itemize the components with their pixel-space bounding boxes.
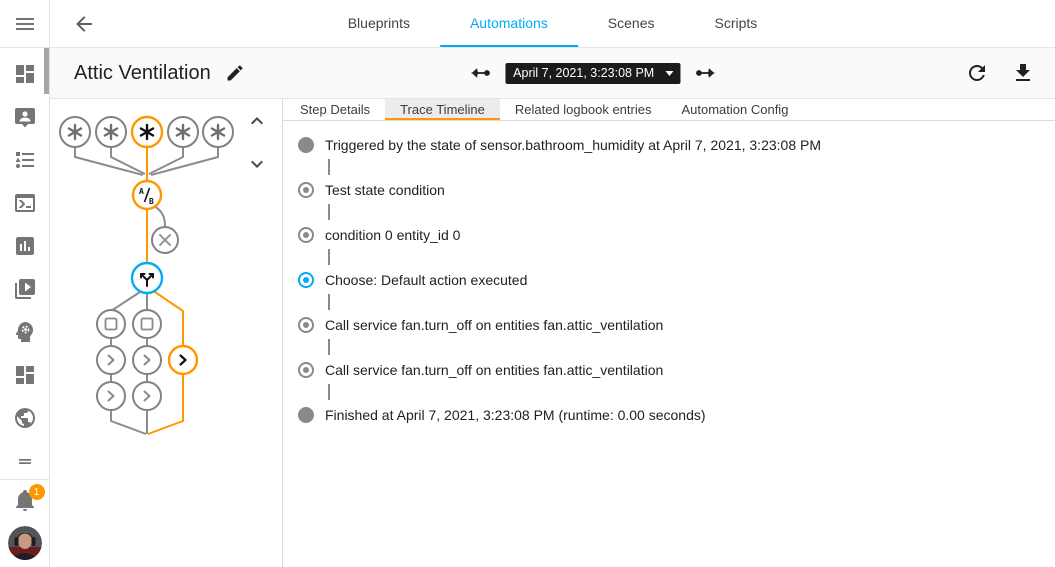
refresh-icon[interactable] <box>965 61 989 85</box>
timeline-connector <box>328 294 330 310</box>
drag-handle-icon[interactable] <box>13 449 37 473</box>
graph-node-option2-action2[interactable] <box>133 382 161 410</box>
notification-badge: 1 <box>29 484 45 500</box>
graph-node-option1-action2[interactable] <box>97 382 125 410</box>
sidebar-divider <box>0 479 49 480</box>
run-picker <box>467 61 718 85</box>
edit-pencil-icon[interactable] <box>225 63 245 83</box>
tab-label: Step Details <box>300 102 371 117</box>
timeline-connector <box>328 159 330 175</box>
tab-label: Scenes <box>607 14 655 31</box>
entry-text: Call service fan.turn_off on entities fan.attic_ventilation <box>325 317 664 333</box>
trace-header <box>50 48 1055 99</box>
top-navigation-bar <box>50 0 1055 48</box>
tab-label: Related logbook entries <box>514 102 652 117</box>
entry-text: Test state condition <box>325 182 445 198</box>
graph-node-option1-action[interactable] <box>97 346 125 374</box>
dashboard-2-icon[interactable] <box>13 363 37 387</box>
timeline-entry <box>298 181 1045 199</box>
sidebar-scrollbar-thumb[interactable] <box>44 48 49 94</box>
entry-text: Finished at April 7, 2021, 3:23:08 PM (runtime: 0.00 seconds) <box>325 407 706 423</box>
globe-icon[interactable] <box>13 406 37 430</box>
timeline-connector <box>328 249 330 265</box>
entry-text: Choose: Default action executed <box>325 272 528 288</box>
tab-scripts[interactable] <box>685 0 788 47</box>
graph-node-condition-ab[interactable] <box>133 181 161 209</box>
graph-node-option2-condition[interactable] <box>133 310 161 338</box>
tab-trace-timeline[interactable] <box>385 99 500 120</box>
step-dot-icon <box>298 317 314 333</box>
tab-blueprints[interactable] <box>318 0 440 47</box>
entry-text: condition 0 entity_id 0 <box>325 227 461 243</box>
trace-tab-bar <box>283 99 1055 121</box>
graph-node-default-action-active[interactable] <box>169 346 197 374</box>
previous-run-arrow-icon[interactable] <box>467 61 491 85</box>
chevron-down-icon <box>665 71 673 76</box>
step-dot-icon <box>298 227 314 243</box>
history-chart-icon[interactable] <box>13 234 37 258</box>
hamburger-menu-icon[interactable] <box>13 12 37 36</box>
header-actions <box>965 61 1055 85</box>
logbook-list-icon[interactable] <box>13 148 37 172</box>
people-icon[interactable] <box>13 105 37 129</box>
timeline-entry <box>298 226 1045 244</box>
graph-node-trigger-3-active[interactable] <box>132 117 162 147</box>
svg-text:A: A <box>139 187 144 196</box>
main-nav-tabs <box>318 0 788 47</box>
tab-automations[interactable] <box>440 0 578 47</box>
timeline-entry <box>298 136 1045 154</box>
trace-timeline-panel <box>283 99 1055 567</box>
tab-label: Trace Timeline <box>400 102 485 117</box>
run-select-dropdown[interactable] <box>505 63 680 84</box>
tab-related-logbook-entries[interactable] <box>500 99 667 120</box>
graph-node-trigger-1[interactable] <box>60 117 90 147</box>
step-dot-icon <box>298 362 314 378</box>
back-arrow-icon[interactable] <box>72 12 96 36</box>
download-icon[interactable] <box>1011 61 1035 85</box>
graph-scroll-up-chevron-icon[interactable] <box>245 109 269 133</box>
timeline-entry <box>298 316 1045 334</box>
notifications-bell-icon[interactable] <box>13 486 40 512</box>
graph-node-trigger-5[interactable] <box>203 117 233 147</box>
graph-node-trigger-4[interactable] <box>168 117 198 147</box>
tab-automation-config[interactable] <box>666 99 803 120</box>
tab-label: Scripts <box>714 14 758 31</box>
timeline-connector <box>328 339 330 355</box>
tab-label: Automation Config <box>681 102 789 117</box>
timeline-connector <box>328 204 330 220</box>
tab-step-details[interactable] <box>285 99 385 120</box>
trigger-dot-icon <box>298 137 314 153</box>
run-select-value: April 7, 2021, 3:23:08 PM <box>513 65 655 80</box>
finished-dot-icon <box>298 407 314 423</box>
tab-label: Automations <box>469 14 548 31</box>
graph-node-choose-active[interactable] <box>132 263 162 293</box>
timeline-entry <box>298 361 1045 379</box>
entry-text: Call service fan.turn_off on entities fan.attic_ventilation <box>325 362 664 378</box>
head-cog-icon[interactable] <box>13 320 37 344</box>
step-dot-icon <box>298 182 314 198</box>
graph-node-condition-fail-x[interactable] <box>152 227 178 253</box>
entry-text: Triggered by the state of sensor.bathroom_humidity at April 7, 2021, 3:23:08 PM <box>325 137 821 153</box>
next-run-arrow-icon[interactable] <box>694 61 718 85</box>
automation-graph-panel <box>50 99 283 567</box>
sidebar <box>0 0 50 567</box>
dashboard-icon[interactable] <box>13 62 37 86</box>
user-avatar[interactable] <box>8 526 42 560</box>
media-browser-icon[interactable] <box>13 277 37 301</box>
timeline-entries <box>283 121 1055 424</box>
tab-label: Blueprints <box>347 14 410 31</box>
graph-node-trigger-2[interactable] <box>96 117 126 147</box>
page-title: Attic Ventilation <box>74 61 211 84</box>
choose-dot-icon <box>298 272 314 288</box>
terminal-icon[interactable] <box>13 191 37 215</box>
svg-text:B: B <box>149 197 154 206</box>
graph-scroll-down-chevron-icon[interactable] <box>245 152 269 176</box>
timeline-entry <box>298 406 1045 424</box>
graph-node-option2-action[interactable] <box>133 346 161 374</box>
tab-scenes[interactable] <box>578 0 685 47</box>
graph-node-option1-condition[interactable] <box>97 310 125 338</box>
timeline-entry <box>298 271 1045 289</box>
timeline-connector <box>328 384 330 400</box>
